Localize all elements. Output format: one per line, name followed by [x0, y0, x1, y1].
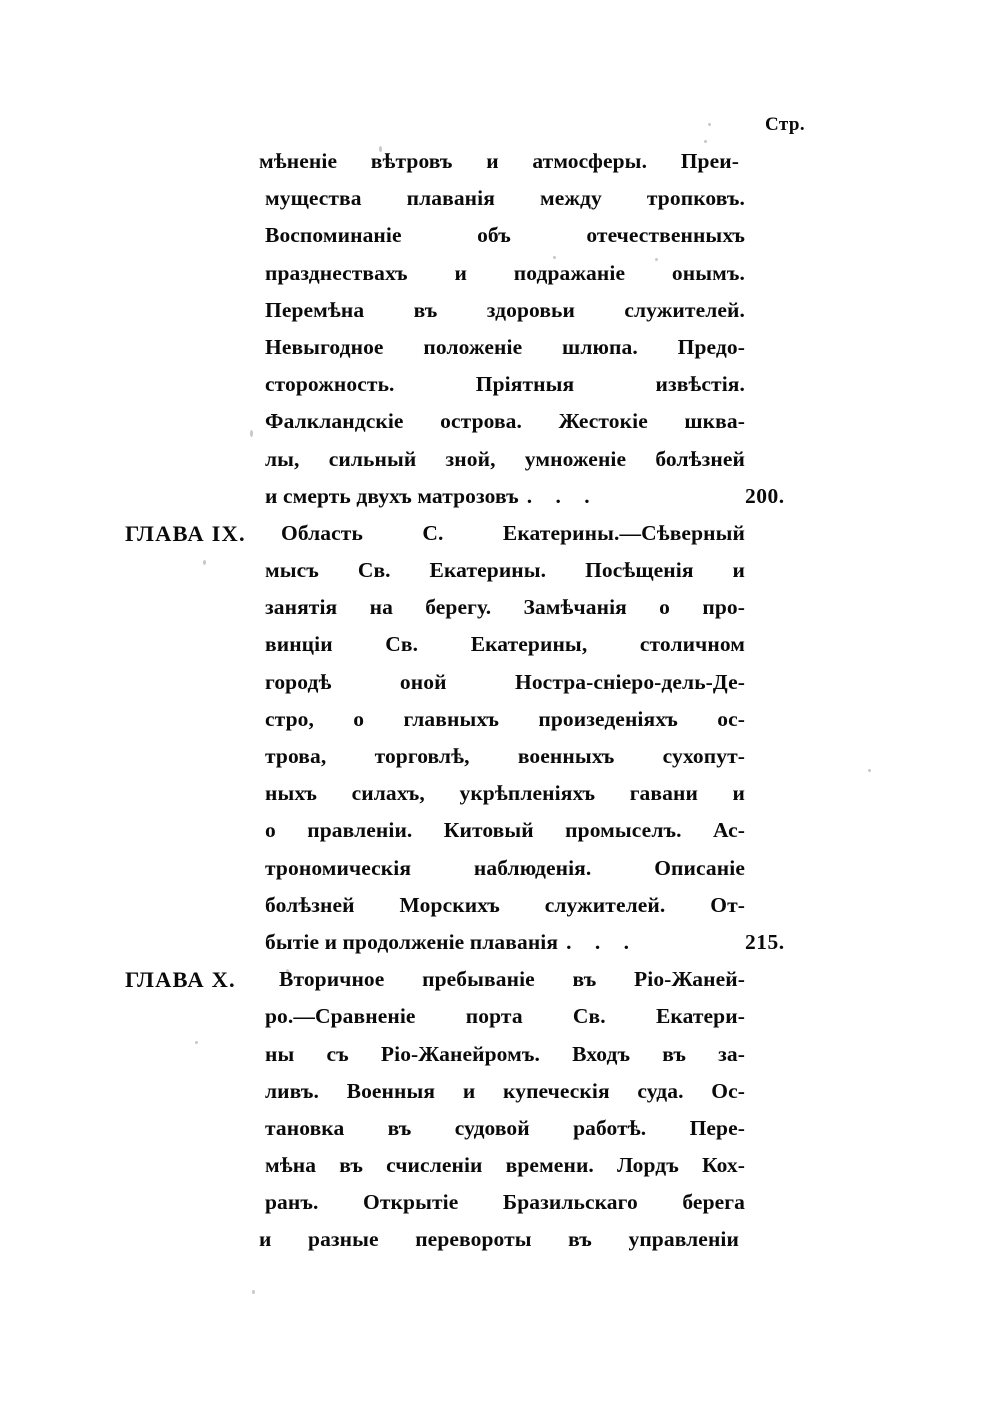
toc-line	[0, 850, 1000, 887]
toc-line-text	[265, 478, 745, 515]
toc-line	[0, 180, 1000, 217]
toc-line-text: мѣненіе вѣтровъ и атмосферы. Преи-	[259, 149, 739, 173]
toc-line-text: ранъ. Открытіе Бразильскаго берега	[265, 1190, 745, 1215]
toc-line	[0, 292, 1000, 329]
toc-line-with-page-number	[0, 478, 1000, 515]
dot-leaders: . . .	[566, 929, 638, 954]
toc-line	[0, 366, 1000, 403]
toc-line	[0, 1184, 1000, 1221]
dot-leaders: . . .	[526, 483, 599, 508]
toc-line	[0, 1036, 1000, 1073]
toc-line-text: мысъ Св. Екатерины. Посѣщенія и	[265, 558, 745, 583]
toc-page-number: 215.	[745, 929, 785, 954]
toc-line-text: городѣ оной Ностра-сніеро-дель-Де-	[265, 669, 745, 694]
toc-line	[0, 1073, 1000, 1110]
toc-line-text: лы, сильный зной, умноженіе болѣзней	[265, 446, 745, 471]
toc-line	[0, 1110, 1000, 1147]
toc-line	[0, 552, 1000, 589]
toc-chapter-heading-line	[0, 515, 1000, 552]
toc-line	[0, 738, 1000, 775]
toc-entry-chapter-9	[0, 515, 1000, 961]
toc-line-text: Вторичное пребываніе въ Ріо-Жаней-	[279, 967, 745, 992]
toc-line-text: тановка въ судовой работѣ. Пере-	[265, 1115, 745, 1140]
toc-line-text: мѣна въ счисленіи времени. Лордъ Кох-	[265, 1153, 745, 1178]
toc-line-with-page-number	[0, 924, 1000, 961]
toc-line-text: сторожность. Пріятныя извѣстія.	[265, 372, 745, 397]
toc-line-text: болѣзней Морскихъ служителей. От-	[265, 892, 745, 917]
chapter-label: ГЛАВА IX.	[125, 520, 246, 546]
toc-line-text: ливъ. Военныя и купеческія суда. Ос-	[265, 1078, 745, 1103]
toc-line	[0, 664, 1000, 701]
toc-line-text: о правленіи. Китовый промыселъ. Ас-	[265, 818, 745, 843]
toc-line	[0, 1147, 1000, 1184]
toc-line-text: ны съ Ріо-Жанейромъ. Входъ въ за-	[265, 1041, 745, 1066]
toc-line-text: винціи Св. Екатерины, столичном	[265, 632, 745, 657]
toc-line	[0, 701, 1000, 738]
toc-line-text: Область С. Екатерины.—Сѣверный	[281, 520, 745, 545]
chapter-label: ГЛАВА X.	[125, 967, 236, 993]
toc-line-text: занятія на берегу. Замѣчанія о про-	[265, 595, 745, 620]
toc-line	[0, 775, 1000, 812]
toc-line-text: празднествахъ и подражаніе онымъ.	[265, 260, 745, 285]
toc-chapter-heading-line	[0, 961, 1000, 998]
running-head-page-label: Стр.	[765, 114, 805, 135]
toc-line-text: ро.—Сравненіе порта Св. Екатери-	[265, 1004, 745, 1029]
toc-line-text	[265, 924, 745, 961]
toc-line-tail: бытіе и продолженіе плаванія	[265, 929, 559, 954]
toc-line	[0, 329, 1000, 366]
toc-line	[0, 441, 1000, 478]
scan-speck	[252, 1290, 255, 1294]
toc-line-text: ныхъ силахъ, укрѣпленіяхъ гавани и	[265, 781, 745, 806]
toc-line	[0, 403, 1000, 440]
toc-line-text: Невыгодное положеніе шлюпа. Предо-	[265, 334, 745, 359]
toc-entry-chapter-8-continuation	[0, 143, 1000, 515]
toc-line	[0, 812, 1000, 849]
toc-line	[0, 217, 1000, 254]
toc-line-text: трономическія наблюденія. Описаніе	[265, 855, 745, 880]
toc-line-text: и разные перевороты въ управленіи	[259, 1227, 739, 1252]
table-of-contents	[0, 143, 1000, 1259]
toc-line	[0, 255, 1000, 292]
toc-line-text: трова, торговлѣ, военныхъ сухопут-	[265, 744, 745, 768]
toc-line	[0, 143, 1000, 180]
toc-line	[0, 887, 1000, 924]
toc-line	[0, 589, 1000, 626]
toc-line-text: Фалкландскіе острова. Жестокіе шква-	[265, 409, 745, 434]
toc-entry-chapter-10	[0, 961, 1000, 1259]
toc-line-text: Воспоминаніе объ отечественныхъ	[265, 223, 745, 248]
toc-line	[0, 998, 1000, 1035]
toc-line-tail: и смерть двухъ матрозовъ	[265, 483, 519, 508]
toc-line-text: мущества плаванія между тропковъ.	[265, 186, 745, 211]
toc-line	[0, 1221, 1000, 1258]
toc-line-text: стро, о главныхъ произеденіяхъ ос-	[265, 706, 745, 731]
toc-line-text: Перемѣна въ здоровьи служителей.	[265, 297, 745, 322]
toc-line	[0, 626, 1000, 663]
toc-page-number: 200.	[745, 483, 785, 508]
